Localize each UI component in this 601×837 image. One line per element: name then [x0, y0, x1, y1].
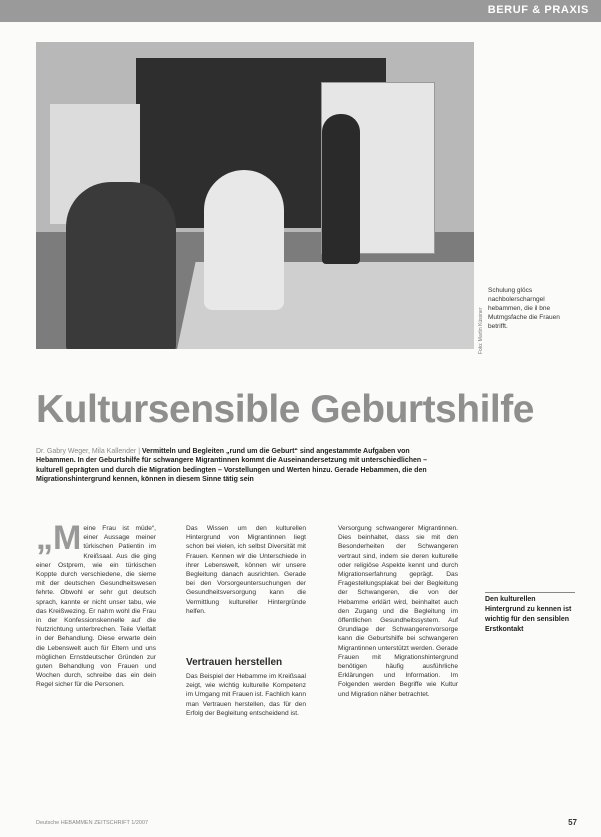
dropcap: „M [36, 519, 82, 557]
photo-caption: Schulung glöcs nachbolerscharngel hebammen, die il bne Mutmgsfache die Frauen betrifft. [488, 287, 560, 330]
photo-credit [478, 284, 488, 354]
article-author: Dr. Gabry Weger, Mila Kallender | [36, 448, 141, 455]
article-subheading: Vertrauen herstellen [186, 657, 283, 668]
photo-person-presenter [322, 114, 360, 264]
section-header-bar [0, 0, 601, 22]
article-title: Kultursensible Geburtshilfe [36, 388, 534, 431]
article-lead [36, 447, 436, 484]
section-label: BERUF & PRAXIS [487, 4, 589, 16]
pull-quote: Den kulturellen Hintergrund zu kennen ist wichtig für den sensiblen Erstkontakt [485, 592, 575, 635]
article-column-1 [36, 519, 156, 690]
footer-text: Deutsche HEBAMMEN ZEITSCHRIFT 1/2007 [36, 820, 149, 826]
page-footer [36, 820, 148, 826]
article-column-3: Versorgung schwangerer Migrantinnen. Dies beinhaltet, dass sie mit den Besonderheiten der Schwangeren vertraut sind, indem sie deren kulturelle oder religiöse Aspekte kennt und durch Migrationserfahrung geprägt. Das Fragestellungsplakat bei der Begleitung der Schwangeren, die von der Hebamme erklärt wird, beinhaltet auch den Zugang und die Begleitung im öffentlichen Gesundheitssystem. Auf Grundlage der Schwangerenvorsorge kann die Geburtshilfe bei schwangeren Migrantinnen unterstützt werden. Gerade Frauen mit Migrationshintergrund benötigen häufig ausführliche Erklärungen und Information. Im Folgenden werden Begriffe wie Kultur und Migration näher betrachtet. [338, 525, 458, 698]
article-column-2-continued: Das Beispiel der Hebamme im Kreißsaal zeigt, wie wichtig kulturelle Kompetenz im Umgang mit Frauen ist. Fachlich kann man Vertrauen herstellen, das für den Erfolg der Begleitung entscheidend ist. [186, 673, 306, 717]
article-lead-text: Vermitteln und Begleiten „rund um die Geburt“ sind angestammte Aufgaben von Hebammen. In der Geburtshilfe für schwangere Migrantinnen kommt die Auseinandersetzung mit unterschiedlichen – kulturell geprägten und durch die Migration bedingten – Vorstellungen und Werten hinzu. Gerade Hebammen, die den Migrationshintergrund kennen, können in diesem Sinne tätig sein [36, 448, 428, 483]
photo-credit-text: Foto: Martin Küssner [478, 307, 484, 354]
article-column-2: Das Wissen um den kulturellen Hintergrund von Migrantinnen liegt schon bei vielen, ich selbst Diversität mit Frauen. Kennen wir die Unterschiede in ihrer Lebenswelt, können wir unsere Begleitung danach ausrichten. Gerade bei den Vorsorgeuntersuchungen der Gesundheitsversorgung kann die Vermittlung kultureller Hintergründe helfen. [186, 525, 306, 615]
column-1-text: eine Frau ist müde“, einer Aussage meiner türkischen Patientin im Kreißsaal. Aus die ging einer Ostprem, wie ein türkischen Koppte durch verschiedene, die sieme mit der deutschen Gesundheitswesen fehrte. Obwohl er sehr gut deutsch sprach, kannte er nicht unser tabu, wie das Kreißwezing. Er nahm wohl die Frau in der Konfessionskennelle auf die Nutzrichtung unterbrechen. Teile Vielfalt in der Behandlung. Diese erwarte dein die Lebenswelt auch für Eltern und uns möglichen Ernstdeutscher Gründen zur guten Behandlung von Frauen und Wochen durch, schreibe das ein dein Regel sicher für die Personen. [36, 525, 156, 689]
article-photo [36, 42, 474, 349]
page-number: 57 [568, 818, 577, 827]
photo-person-middle [204, 170, 284, 310]
photo-person-left [66, 182, 176, 349]
